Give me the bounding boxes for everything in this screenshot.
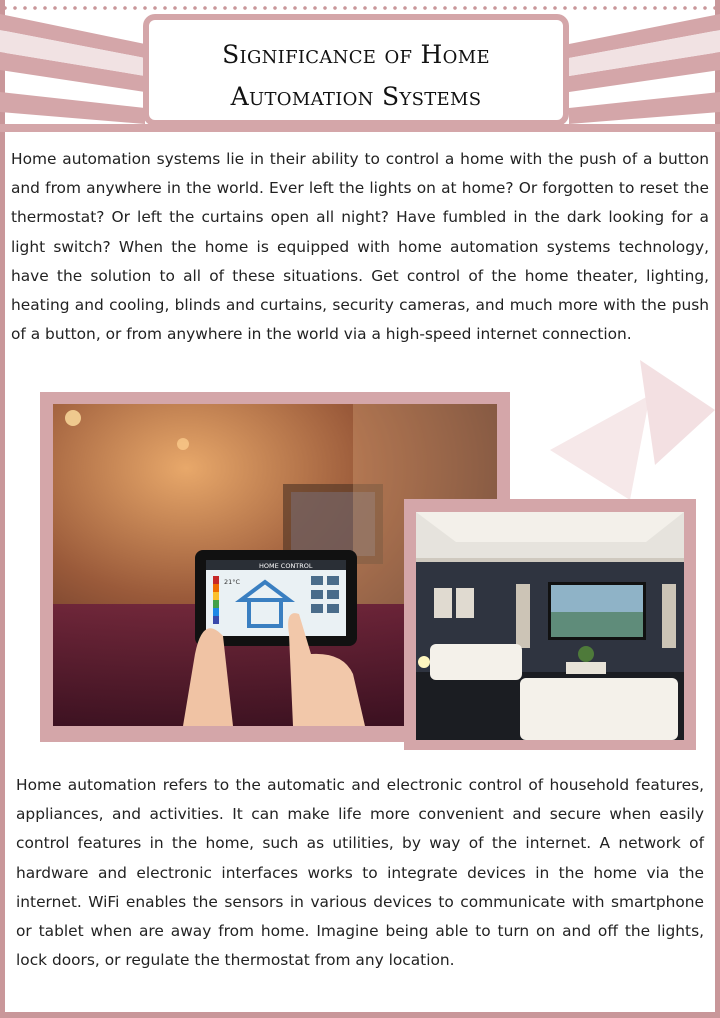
tablet-screen-title: HOME CONTROL [259,562,313,570]
intro-paragraph: Home automation systems lie in their ability to control a home with the push of a button and from anywhere in the world. Ever left the lights on at home? Or forgotten to reset the thermostat? Or left the curtains open all night? Have fumbled in the dark looking for a light switch? When the home is equipped with home automation systems technology, have the solution to all of these situations. Get control of the home theater, lighting, heating and cooling, blinds and curtains, security cameras, and much more with the push of a button, or from anywhere in the world via a high-speed internet connection. [11,150,709,344]
title-line-1: Significance of Home [222,40,490,69]
title-box [143,14,569,126]
home-theater-photo [416,512,684,740]
dotted-border [0,5,720,11]
decorative-triangles [520,355,720,505]
title-line-2: Automation Systems [230,82,482,111]
second-paragraph: Home automation refers to the automatic and electronic control of household features, appliances, and activities. It can make life more convenient and secure when easily control features in the home, such as utilities, by way of the internet. A network of hardware and electronic interfaces works to integrate devices in the home via the internet. WiFi enables the sensors in various devices to communicate with smartphone or tablet when are away from home. Imagine being able to turn on and off the lights, lock doors, or regulate the thermostat from any location. [16,776,704,970]
page-title [149,20,563,118]
tablet-temperature: 21°C [224,578,241,586]
